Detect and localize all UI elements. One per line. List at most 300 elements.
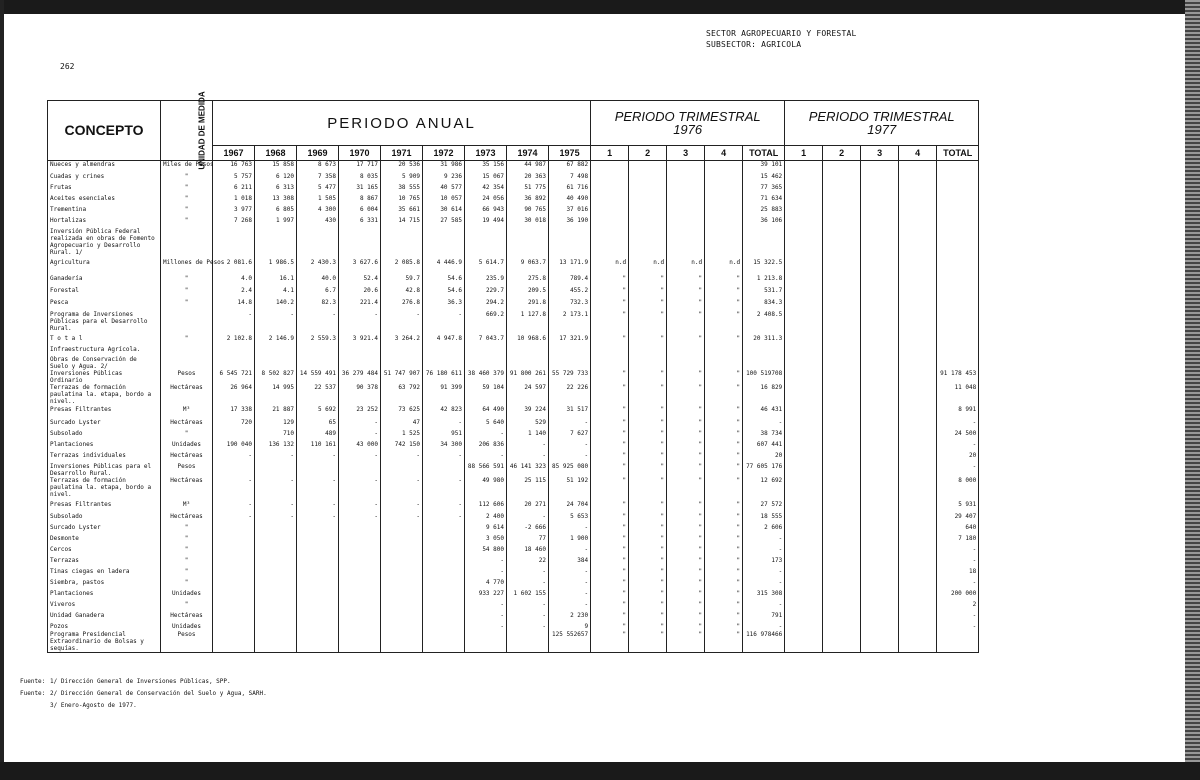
value-cell — [785, 513, 823, 524]
value-cell: - — [381, 477, 423, 501]
value-cell — [381, 579, 423, 590]
value-cell — [861, 463, 899, 477]
value-cell — [861, 406, 899, 419]
value-cell — [297, 346, 339, 356]
value-cell: 17 321.9 — [549, 335, 591, 346]
value-cell: 65 — [297, 419, 339, 430]
value-cell — [667, 356, 705, 370]
value-cell: 8 502 827 — [255, 370, 297, 384]
value-cell: 36 106 — [743, 217, 785, 228]
unit-cell: M³ — [161, 501, 213, 513]
value-cell — [937, 228, 979, 259]
value-cell — [507, 356, 549, 370]
concept-cell: Aceites esenciales — [48, 195, 161, 206]
footnotes — [20, 676, 267, 712]
value-cell: 40 577 — [423, 184, 465, 195]
value-cell — [297, 356, 339, 370]
value-cell — [381, 623, 423, 631]
value-cell: 1 213.8 — [743, 275, 785, 287]
value-cell: - — [297, 311, 339, 335]
concept-cell: Pesca — [48, 299, 161, 311]
value-cell: " — [629, 452, 667, 463]
value-cell: 52.4 — [339, 275, 381, 287]
value-cell — [861, 259, 899, 275]
table-row — [48, 370, 979, 384]
value-cell: " — [629, 463, 667, 477]
value-cell: - — [743, 601, 785, 612]
value-cell — [255, 568, 297, 579]
value-cell: 39 101 — [743, 161, 785, 173]
value-cell: 834.3 — [743, 299, 785, 311]
value-cell — [785, 406, 823, 419]
value-cell — [423, 590, 465, 601]
value-cell — [823, 356, 861, 370]
value-cell — [339, 568, 381, 579]
value-cell — [549, 346, 591, 356]
value-cell — [339, 590, 381, 601]
value-cell: 5 477 — [297, 184, 339, 195]
value-cell: 16.1 — [255, 275, 297, 287]
value-cell: - — [465, 568, 507, 579]
value-cell — [823, 161, 861, 173]
value-cell — [213, 601, 255, 612]
value-cell — [785, 195, 823, 206]
value-cell: 2 430.3 — [297, 259, 339, 275]
concept-cell: Infraestructura Agrícola. — [48, 346, 161, 356]
value-cell: 5 757 — [213, 173, 255, 184]
value-cell — [823, 173, 861, 184]
value-cell: 15 067 — [465, 173, 507, 184]
value-cell: - — [937, 623, 979, 631]
quarter-1976-header: 1 — [591, 146, 629, 161]
value-cell: " — [705, 524, 743, 535]
value-cell — [937, 217, 979, 228]
quarterly-1976-title: PERIODO TRIMESTRAL — [614, 109, 761, 124]
concept-cell: Hortalizas — [48, 217, 161, 228]
concept-cell: Cuadas y crines — [48, 173, 161, 184]
value-cell — [785, 335, 823, 346]
unit-cell: Hectáreas — [161, 419, 213, 430]
concept-cell: T o t a l — [48, 335, 161, 346]
value-cell — [255, 590, 297, 601]
value-cell — [823, 419, 861, 430]
value-cell: 13 171.9 — [549, 259, 591, 275]
value-cell — [899, 384, 937, 406]
value-cell: - — [937, 419, 979, 430]
table-row — [48, 590, 979, 601]
value-cell: 42 354 — [465, 184, 507, 195]
value-cell: 529 — [507, 419, 549, 430]
table-row — [48, 623, 979, 631]
value-cell: " — [667, 335, 705, 346]
value-cell — [899, 287, 937, 299]
concept-cell: Inversiones Públicas para el Desarrollo Rural. — [48, 463, 161, 477]
value-cell — [423, 524, 465, 535]
value-cell — [937, 335, 979, 346]
value-cell: 73 625 — [381, 406, 423, 419]
unit-cell: Pesos — [161, 370, 213, 384]
value-cell: 22 226 — [549, 384, 591, 406]
value-cell: " — [629, 546, 667, 557]
value-cell: 20 — [937, 452, 979, 463]
value-cell: 4.1 — [255, 287, 297, 299]
value-cell: n.d — [591, 259, 629, 275]
value-cell — [591, 217, 629, 228]
value-cell: " — [705, 546, 743, 557]
annual-period-header: PERIODO ANUAL — [213, 101, 591, 146]
value-cell: 54 800 — [465, 546, 507, 557]
value-cell — [629, 206, 667, 217]
value-cell: 25 115 — [507, 477, 549, 501]
concept-header: CONCEPTO — [48, 101, 161, 161]
value-cell: 12 692 — [743, 477, 785, 501]
table-row — [48, 419, 979, 430]
value-cell — [465, 631, 507, 653]
concept-cell: Frutas — [48, 184, 161, 195]
value-cell — [297, 590, 339, 601]
value-cell — [823, 463, 861, 477]
value-cell: " — [629, 477, 667, 501]
table-row — [48, 287, 979, 299]
value-cell: 91 800 261 — [507, 370, 549, 384]
value-cell: " — [591, 623, 629, 631]
value-cell — [823, 612, 861, 623]
value-cell: 1 018 — [213, 195, 255, 206]
concept-cell: Agricultura — [48, 259, 161, 275]
value-cell: 430 — [297, 217, 339, 228]
unit-cell: Miles de Pesos — [161, 161, 213, 173]
value-cell — [381, 568, 423, 579]
concept-cell: Subsolado — [48, 430, 161, 441]
value-cell — [297, 524, 339, 535]
value-cell: " — [705, 299, 743, 311]
value-cell — [823, 206, 861, 217]
value-cell: 291.8 — [507, 299, 549, 311]
value-cell — [255, 601, 297, 612]
value-cell: " — [705, 275, 743, 287]
value-cell — [381, 601, 423, 612]
value-cell: - — [549, 524, 591, 535]
value-cell: " — [667, 275, 705, 287]
value-cell: 40.0 — [297, 275, 339, 287]
unit-cell: " — [161, 287, 213, 299]
concept-cell: Forestal — [48, 287, 161, 299]
unit-cell: " — [161, 217, 213, 228]
value-cell: - — [743, 546, 785, 557]
value-cell: 2 606 — [743, 524, 785, 535]
value-cell: " — [667, 441, 705, 452]
value-cell: 77 365 — [743, 184, 785, 195]
table-row — [48, 441, 979, 452]
value-cell — [899, 557, 937, 568]
table-row — [48, 206, 979, 217]
value-cell — [861, 356, 899, 370]
value-cell: 669.2 — [465, 311, 507, 335]
value-cell: -2 666 — [507, 524, 549, 535]
value-cell: - — [549, 546, 591, 557]
value-cell — [785, 173, 823, 184]
unit-cell: Millones de Pesos — [161, 259, 213, 275]
value-cell: 933 227 — [465, 590, 507, 601]
table-row — [48, 524, 979, 535]
value-cell: " — [667, 524, 705, 535]
value-cell: 10 765 — [381, 195, 423, 206]
value-cell — [423, 463, 465, 477]
value-cell: 3 627.6 — [339, 259, 381, 275]
value-cell — [339, 346, 381, 356]
value-cell: 44 987 — [507, 161, 549, 173]
value-cell: " — [705, 477, 743, 501]
unit-cell: " — [161, 184, 213, 195]
value-cell: 173 — [743, 557, 785, 568]
value-cell: 15 858 — [255, 161, 297, 173]
value-cell — [861, 217, 899, 228]
value-cell — [899, 346, 937, 356]
value-cell: 77 — [507, 535, 549, 546]
value-cell — [339, 612, 381, 623]
value-cell: 59 104 — [465, 384, 507, 406]
value-cell — [705, 217, 743, 228]
value-cell: 14 715 — [381, 217, 423, 228]
value-cell: 38 460 379 — [465, 370, 507, 384]
value-cell — [899, 228, 937, 259]
value-cell: " — [629, 535, 667, 546]
scan-border-right — [1185, 0, 1200, 780]
value-cell: 951 — [423, 430, 465, 441]
value-cell: 18 — [937, 568, 979, 579]
quarterly-1976-year: 1976 — [673, 122, 703, 137]
value-cell: 384 — [549, 557, 591, 568]
value-cell: 38 555 — [381, 184, 423, 195]
value-cell — [899, 579, 937, 590]
value-cell: 2.4 — [213, 287, 255, 299]
value-cell — [861, 546, 899, 557]
value-cell — [381, 356, 423, 370]
value-cell: 11 048 — [937, 384, 979, 406]
value-cell — [785, 275, 823, 287]
value-cell — [297, 623, 339, 631]
value-cell: 36 892 — [507, 195, 549, 206]
value-cell: 640 — [937, 524, 979, 535]
value-cell — [705, 206, 743, 217]
value-cell: " — [705, 535, 743, 546]
value-cell — [823, 579, 861, 590]
value-cell — [861, 513, 899, 524]
value-cell — [297, 601, 339, 612]
value-cell — [213, 463, 255, 477]
value-cell — [255, 579, 297, 590]
value-cell: - — [213, 477, 255, 501]
value-cell — [823, 535, 861, 546]
value-cell: 229.7 — [465, 287, 507, 299]
value-cell: 36.3 — [423, 299, 465, 311]
value-cell: " — [705, 631, 743, 653]
value-cell: 90 378 — [339, 384, 381, 406]
value-cell: - — [339, 477, 381, 501]
value-cell: 206 836 — [465, 441, 507, 452]
value-cell: " — [667, 612, 705, 623]
table-row — [48, 535, 979, 546]
value-cell — [823, 477, 861, 501]
value-cell — [297, 546, 339, 557]
value-cell — [213, 356, 255, 370]
value-cell: 64 490 — [465, 406, 507, 419]
value-cell — [213, 579, 255, 590]
value-cell — [785, 430, 823, 441]
value-cell: - — [549, 601, 591, 612]
value-cell — [861, 452, 899, 463]
value-cell: 5 653 — [549, 513, 591, 524]
value-cell — [297, 535, 339, 546]
quarter-1977-header: 2 — [823, 146, 861, 161]
value-cell: " — [629, 370, 667, 384]
value-cell: " — [629, 430, 667, 441]
quarter-1977-header: 1 — [785, 146, 823, 161]
value-cell — [937, 161, 979, 173]
value-cell: - — [465, 612, 507, 623]
value-cell — [381, 612, 423, 623]
value-cell — [255, 612, 297, 623]
value-cell — [591, 195, 629, 206]
value-cell: 1 525 — [381, 430, 423, 441]
value-cell — [785, 546, 823, 557]
value-cell — [213, 568, 255, 579]
value-cell — [785, 228, 823, 259]
value-cell — [785, 501, 823, 513]
value-cell — [937, 275, 979, 287]
value-cell: " — [629, 299, 667, 311]
value-cell — [339, 557, 381, 568]
value-cell: 36 279 484 — [339, 370, 381, 384]
value-cell: 235.9 — [465, 275, 507, 287]
value-cell: - — [743, 568, 785, 579]
value-cell: " — [705, 430, 743, 441]
value-cell — [549, 356, 591, 370]
value-cell — [861, 206, 899, 217]
value-cell — [899, 184, 937, 195]
value-cell — [381, 346, 423, 356]
value-cell — [823, 590, 861, 601]
value-cell: 24 597 — [507, 384, 549, 406]
value-cell: 20 363 — [507, 173, 549, 184]
value-cell — [213, 631, 255, 653]
unit-cell: Hectáreas — [161, 612, 213, 623]
value-cell: " — [667, 311, 705, 335]
quarterly-1977-year: 1977 — [867, 122, 897, 137]
value-cell: " — [629, 568, 667, 579]
value-cell — [339, 524, 381, 535]
scan-border-left — [0, 0, 4, 780]
value-cell — [899, 206, 937, 217]
value-cell — [339, 579, 381, 590]
value-cell: 209.5 — [507, 287, 549, 299]
value-cell — [937, 631, 979, 653]
value-cell — [899, 173, 937, 184]
value-cell — [861, 287, 899, 299]
value-cell: " — [705, 311, 743, 335]
value-cell — [629, 173, 667, 184]
value-cell: 8 035 — [339, 173, 381, 184]
value-cell — [861, 228, 899, 259]
value-cell — [423, 631, 465, 653]
value-cell: " — [591, 299, 629, 311]
concept-cell: Unidad Ganadera — [48, 612, 161, 623]
value-cell — [339, 228, 381, 259]
value-cell: 31 986 — [423, 161, 465, 173]
value-cell: - — [297, 501, 339, 513]
value-cell: 6.7 — [297, 287, 339, 299]
value-cell: - — [381, 513, 423, 524]
value-cell — [861, 623, 899, 631]
value-cell — [297, 463, 339, 477]
value-cell: 4 770 — [465, 579, 507, 590]
value-cell: - — [507, 601, 549, 612]
value-cell: 7 627 — [549, 430, 591, 441]
value-cell: " — [667, 568, 705, 579]
value-cell: 24 704 — [549, 501, 591, 513]
subsector-line: SUBSECTOR: AGRICOLA — [706, 40, 802, 49]
value-cell — [339, 535, 381, 546]
value-cell — [899, 601, 937, 612]
value-cell — [899, 356, 937, 370]
value-cell: 140.2 — [255, 299, 297, 311]
value-cell: n.d — [705, 259, 743, 275]
value-cell — [861, 346, 899, 356]
unit-cell: Hectáreas — [161, 452, 213, 463]
value-cell: - — [339, 419, 381, 430]
value-cell: 9 236 — [423, 173, 465, 184]
value-cell: 221.4 — [339, 299, 381, 311]
value-cell: " — [591, 370, 629, 384]
value-cell: " — [591, 384, 629, 406]
year-header: 1972 — [423, 146, 465, 161]
value-cell: 23 252 — [339, 406, 381, 419]
value-cell — [381, 524, 423, 535]
quarter-1977-header: 4 — [899, 146, 937, 161]
value-cell: n.d — [629, 259, 667, 275]
value-cell: " — [591, 513, 629, 524]
value-cell: - — [255, 513, 297, 524]
unit-cell: M³ — [161, 406, 213, 419]
value-cell: " — [705, 612, 743, 623]
value-cell: - — [507, 623, 549, 631]
value-cell: " — [591, 612, 629, 623]
value-cell — [255, 535, 297, 546]
footnote — [20, 688, 267, 700]
value-cell: 24 500 — [937, 430, 979, 441]
total-1977-header: TOTAL — [937, 146, 979, 161]
unit-cell: " — [161, 275, 213, 287]
value-cell: 17 338 — [213, 406, 255, 419]
value-cell: " — [705, 590, 743, 601]
value-cell: 2 102.8 — [213, 335, 255, 346]
value-cell — [381, 463, 423, 477]
value-cell — [899, 568, 937, 579]
value-cell — [861, 384, 899, 406]
year-header: 1967 — [213, 146, 255, 161]
value-cell: 25 883 — [743, 206, 785, 217]
value-cell: 2 085.8 — [381, 259, 423, 275]
table-row — [48, 513, 979, 524]
value-cell: 18 460 — [507, 546, 549, 557]
value-cell: " — [629, 406, 667, 419]
value-cell: 275.8 — [507, 275, 549, 287]
value-cell: 27 585 — [423, 217, 465, 228]
value-cell — [861, 275, 899, 287]
value-cell: 36 190 — [549, 217, 591, 228]
unit-cell: " — [161, 299, 213, 311]
concept-cell: Nueces y almendras — [48, 161, 161, 173]
